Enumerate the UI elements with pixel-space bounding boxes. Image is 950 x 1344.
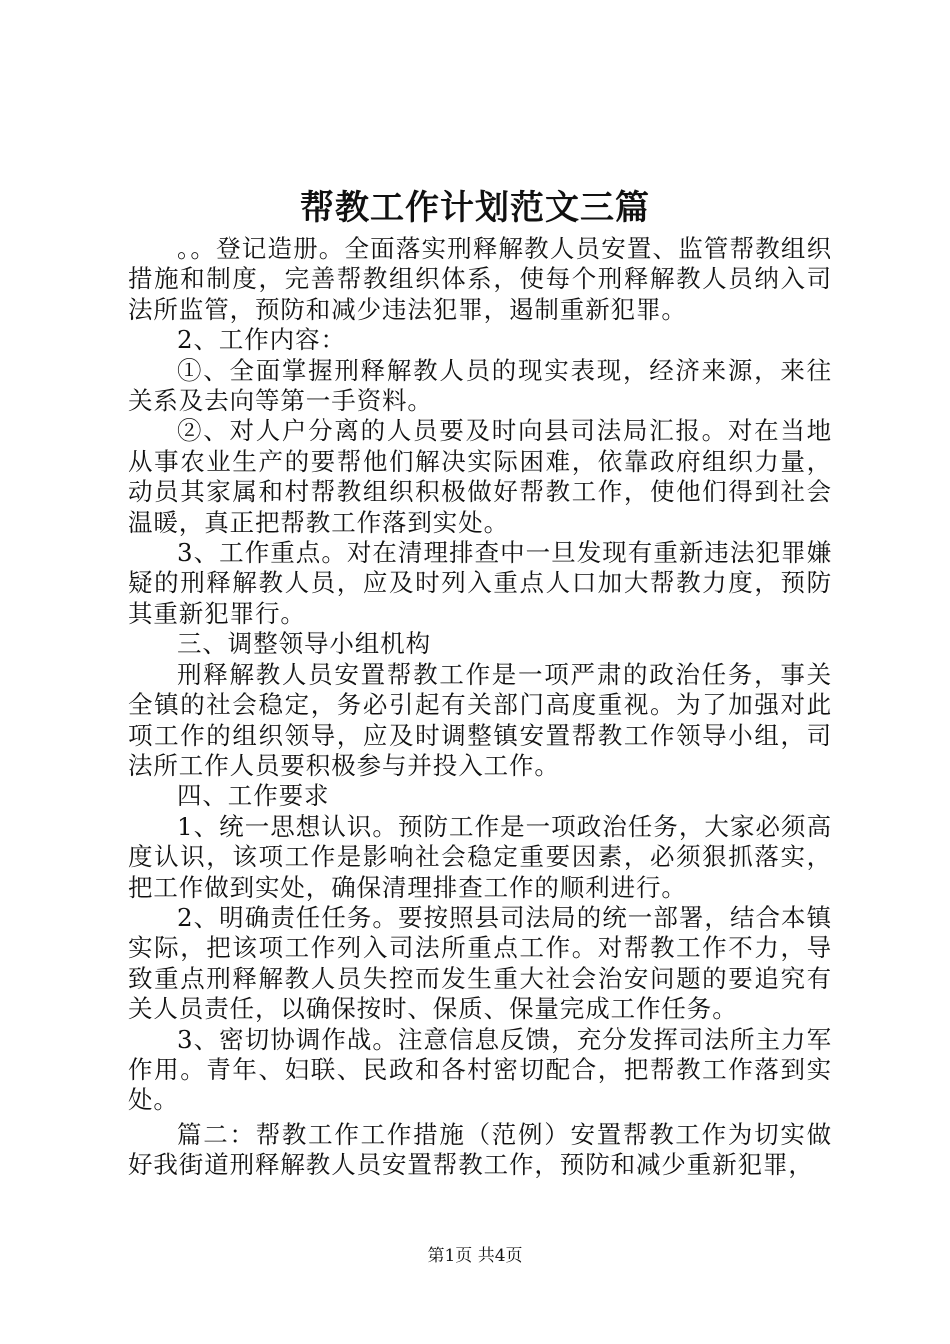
section-heading: 四、工作要求 (177, 781, 330, 811)
paragraph: 2、明确责任任务。要按照县司法局的统一部署，结合本镇实际，把该项工作列入司法所重点工作。对帮教工作不力，导致重点刑释解教人员失控而发生重大社会治安问题的要追究有关人员责任，以确保按时、保质、保量完成工作任务。 (128, 902, 832, 1024)
paragraph: ②、对人户分离的人员要及时向县司法局汇报。对在当地从事农业生产的要帮他们解决实际困难，依靠政府组织力量，动员其家属和村帮教组织积极做好帮教工作，使他们得到社会温暖，真正把帮教工作落到实处。 (128, 416, 832, 537)
paragraph: 1、统一思想认识。预防工作是一项政治任务，大家必须高度认识，该项工作是影响社会稳定重要因素，必须狠抓落实，把工作做到实处，确保清理排查工作的顺利进行。 (128, 811, 832, 902)
paragraph: ①、全面掌握刑释解教人员的现实表现，经济来源，来往关系及去向等第一手资料。 (128, 355, 832, 416)
paragraph: 刑释解教人员安置帮教工作是一项严肃的政治任务，事关全镇的社会稳定，务必引起有关部门高度重视。为了加强对此项工作的组织领导，应及时调整镇安置帮教工作领导小组，司法所工作人员要积极参与并投入工作。 (128, 659, 832, 780)
paragraph: 。。登记造册。全面落实刑释解教人员安置、监管帮教组织措施和制度，完善帮教组织体系，使每个刑释解教人员纳入司法所监管，预防和减少违法犯罪，遏制重新犯罪。 (128, 234, 832, 324)
page-title: 帮教工作计划范文三篇 (300, 188, 650, 228)
paragraph: 2、工作内容： (177, 325, 346, 355)
document-body (128, 234, 832, 1181)
paragraph: 篇二：帮教工作工作措施（范例）安置帮教工作为切实做好我街道刑释解教人员安置帮教工作，预防和减少重新犯罪， (128, 1119, 832, 1180)
paragraph: 3、密切协调作战。注意信息反馈，充分发挥司法所主力军作用。青年、妇联、民政和各村密切配合，把帮教工作落到实处。 (128, 1024, 832, 1115)
page-footer: 第1页 共4页 (427, 1246, 523, 1266)
paragraph: 3、工作重点。对在清理排查中一旦发现有重新违法犯罪嫌疑的刑释解教人员，应及时列入重点人口加大帮教力度，预防其重新犯罪行。 (128, 538, 832, 628)
section-heading: 三、调整领导小组机构 (177, 629, 431, 659)
